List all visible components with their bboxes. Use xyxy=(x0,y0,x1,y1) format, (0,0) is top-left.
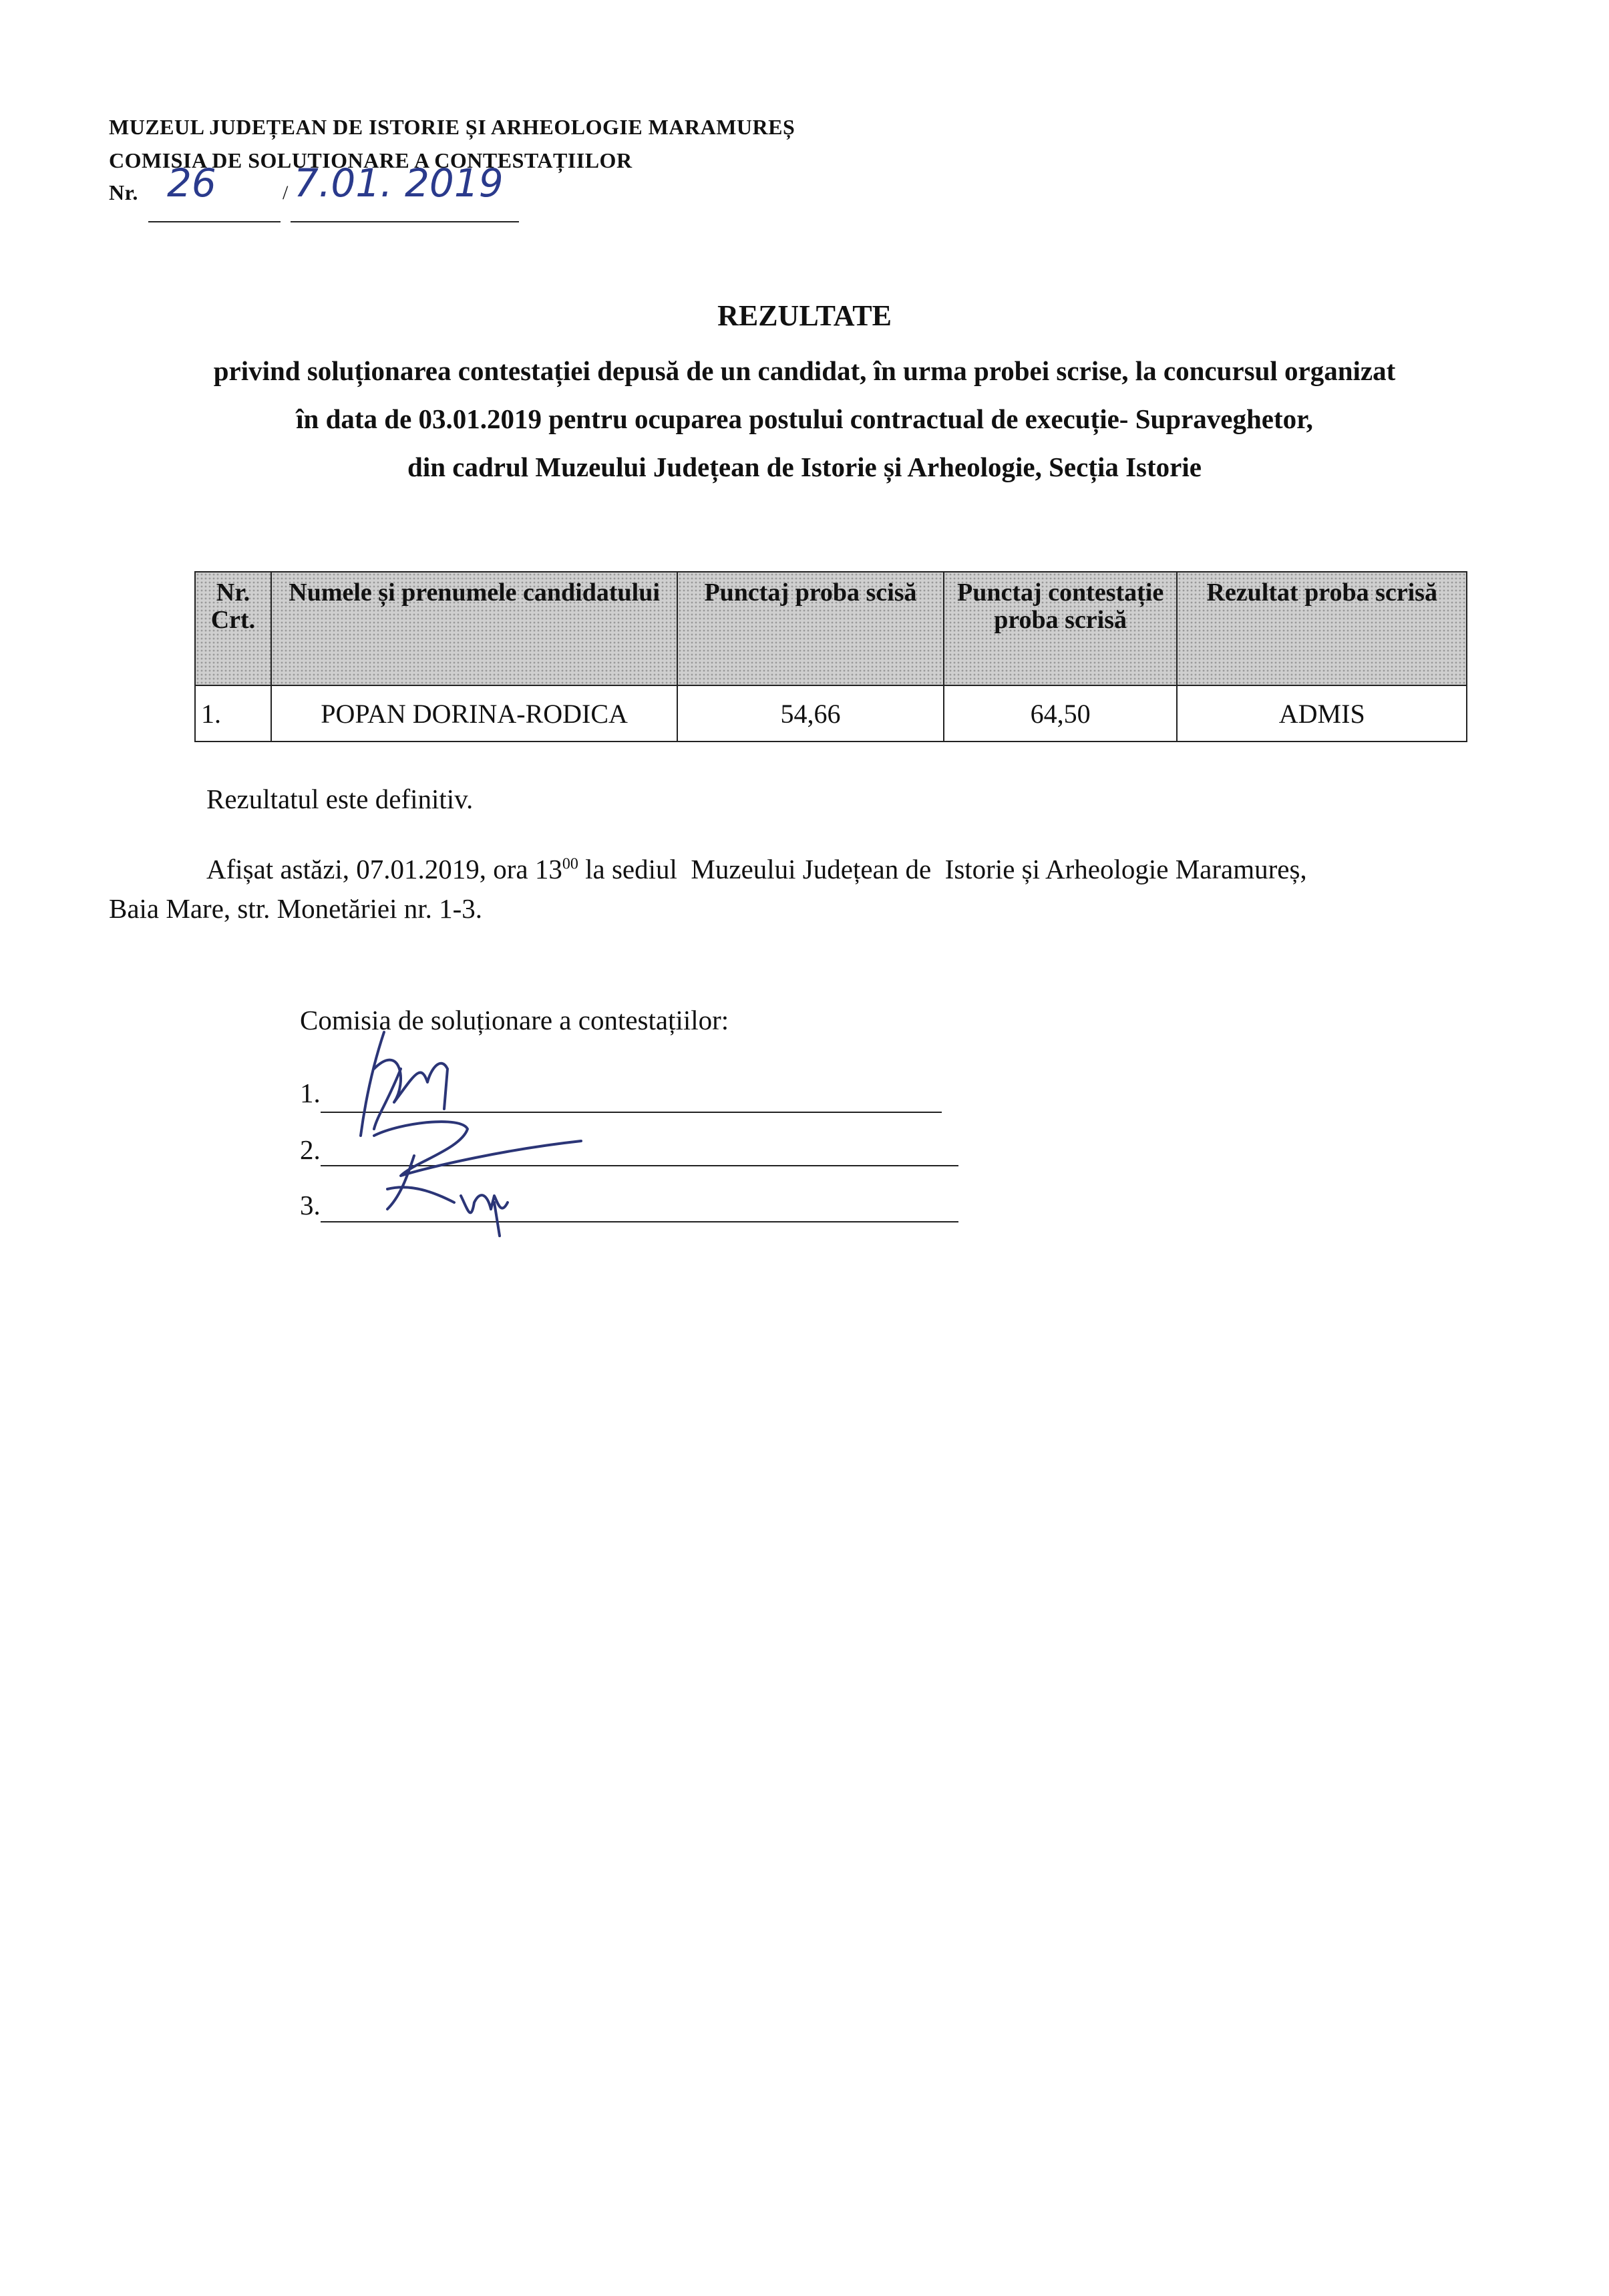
cell-candidate-name: POPAN DORINA-RODICA xyxy=(271,685,677,742)
header-appeal-score: Punctaj contestație proba scrisă xyxy=(944,572,1178,685)
definitive-statement: Rezultatul este definitiv. xyxy=(206,784,474,814)
registration-separator: / xyxy=(283,182,289,204)
cell-result: ADMIS xyxy=(1177,685,1467,742)
posted-statement: Afișat astăzi, 07.01.2019, ora $13^{00}$ la sediul Muzeului Județean de Istorie și Arheologie Maramureș, xyxy=(206,854,1307,884)
cell-written-score: 54,66 xyxy=(677,685,944,742)
registration-date-handwritten: 7.01. 2019 xyxy=(294,160,504,206)
member-number-2: 2. xyxy=(300,1134,321,1165)
member-number-3: 3. xyxy=(300,1190,321,1220)
header-candidate-name: Numele și prenumele candidatului xyxy=(271,572,677,685)
title-line-1: privind soluționarea contestației depusă de un candidat, în urma probei scrise, la concursul organizat xyxy=(213,355,1396,386)
commission-title: Comisia de soluționare a contestațiilor: xyxy=(300,1005,729,1035)
cell-nr: 1. xyxy=(195,685,271,742)
address-line: Baia Mare, str. Monetăriei nr. 1-3. xyxy=(109,893,483,924)
header-nr-crt: Nr. Crt. xyxy=(195,572,271,685)
header-result: Rezultat proba scrisă xyxy=(1177,572,1467,685)
document-title: REZULTATE xyxy=(717,299,892,332)
institution-name: MUZEUL JUDEȚEAN DE ISTORIE ȘI ARHEOLOGIE MARAMUREȘ xyxy=(109,115,795,139)
registration-number-label: Nr. xyxy=(109,180,138,204)
title-line-2: în data de 03.01.2019 pentru ocuparea postului contractual de execuție- Supraveghetor, xyxy=(296,403,1313,434)
cell-appeal-score: 64,50 xyxy=(944,685,1178,742)
registration-number-handwritten: 26 xyxy=(167,160,216,206)
title-line-3: din cadrul Muzeului Județean de Istorie și Arheologie, Secția Istorie xyxy=(407,452,1202,482)
signature-3 xyxy=(387,1187,508,1236)
signature-2 xyxy=(374,1122,581,1176)
commission-name: COMISIA DE SOLUȚIONARE A CONTESTAȚIILOR xyxy=(109,148,633,172)
signature-1 xyxy=(361,1032,448,1136)
member-number-1: 1. xyxy=(300,1078,321,1108)
signature-2-stroke xyxy=(387,1156,414,1209)
header-written-score: Punctaj proba scisă xyxy=(677,572,944,685)
